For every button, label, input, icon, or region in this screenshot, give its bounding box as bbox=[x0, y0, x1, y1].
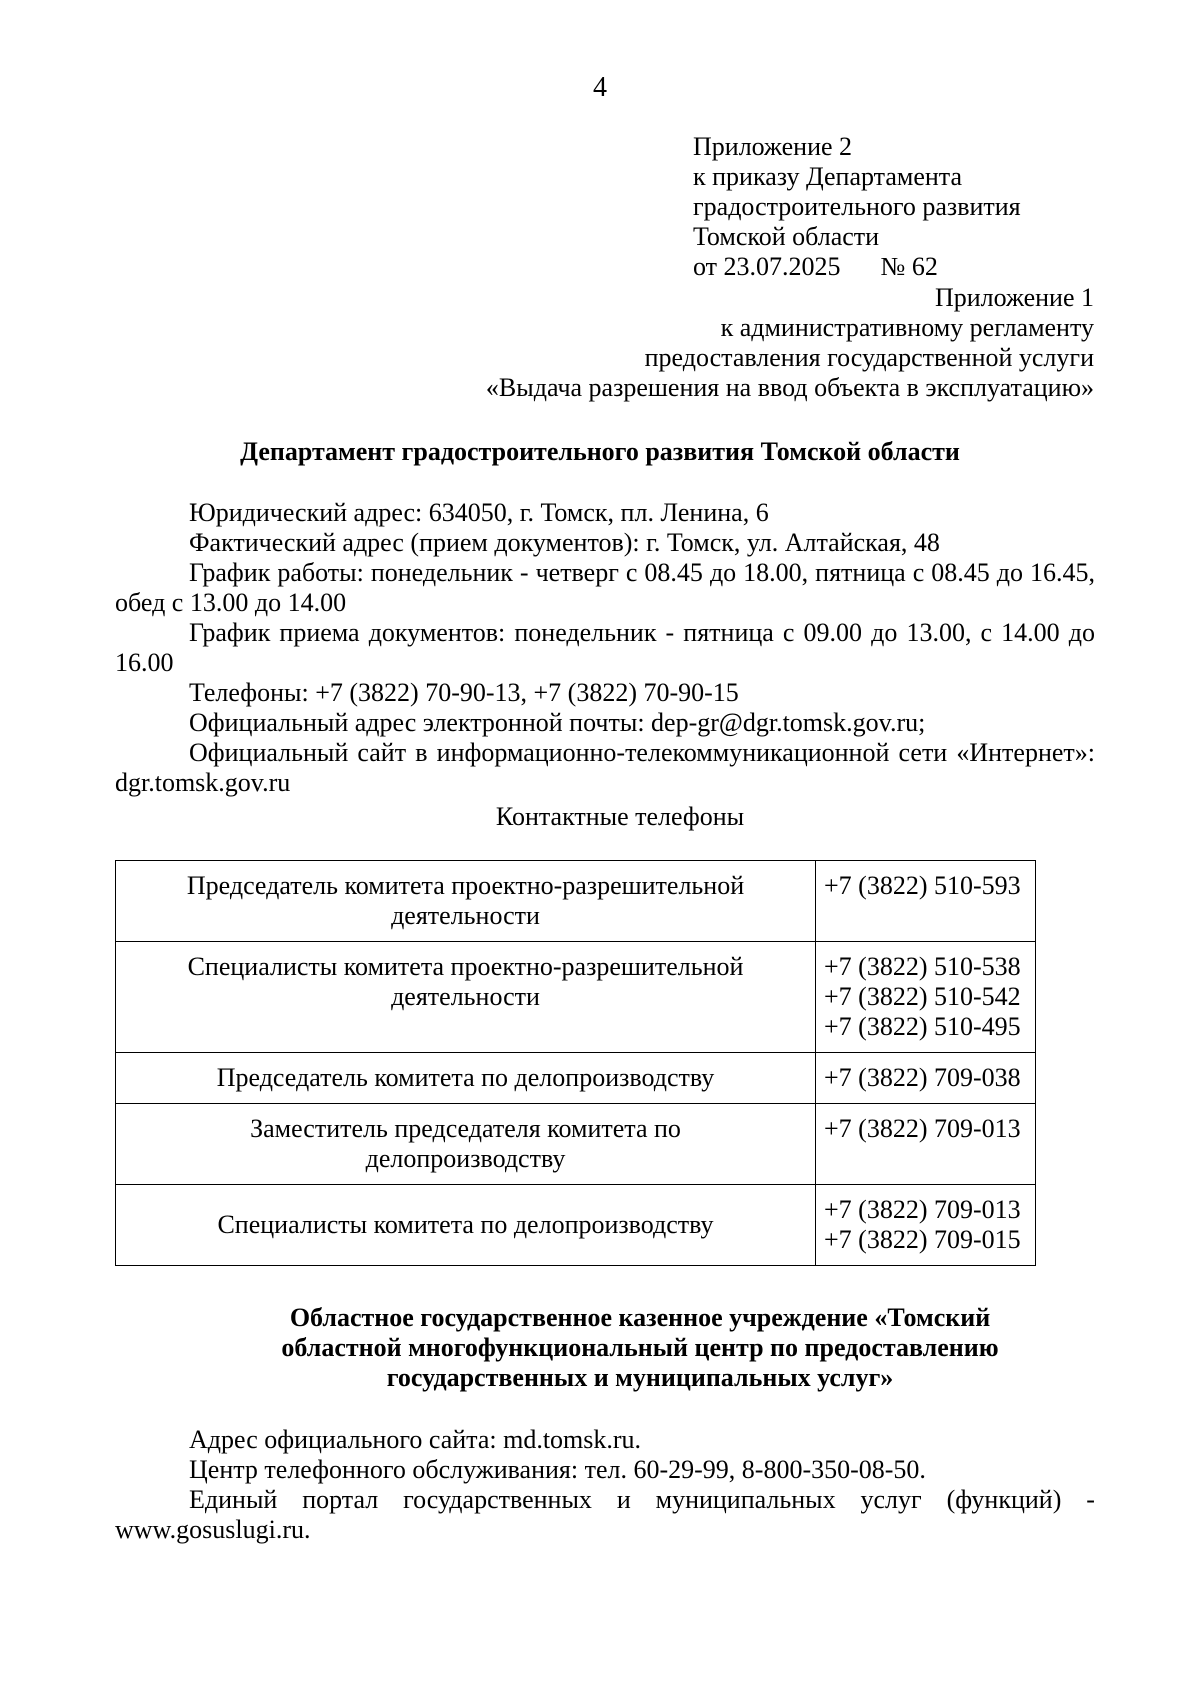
mfc-title-line: государственных и муниципальных услуг» bbox=[386, 1363, 894, 1392]
phone-table bbox=[115, 860, 1036, 1266]
phone-cell bbox=[816, 1053, 1036, 1104]
role-cell bbox=[116, 942, 816, 1053]
role-line: Председатель комитета по делопроизводству bbox=[216, 1063, 715, 1092]
table-caption: Контактные телефоны bbox=[495, 802, 745, 831]
portal-word: муниципальных bbox=[655, 1485, 836, 1514]
mfc-title bbox=[0, 1303, 1200, 1393]
table-row bbox=[116, 1053, 1036, 1104]
annex-2-line: Томской области bbox=[693, 222, 880, 251]
annex-1-line: предоставления государственной услуги bbox=[644, 343, 1094, 372]
role-line: деятельности bbox=[391, 901, 540, 930]
annex-2-line: Приложение 2 bbox=[693, 132, 853, 161]
actual-address: Фактический адрес (прием документов): г. Томск, ул. Алтайская, 48 bbox=[189, 528, 940, 557]
annex-2-line: градостроительного развития bbox=[693, 192, 1021, 221]
mfc-site: Адрес официального сайта: md.tomsk.ru. bbox=[189, 1425, 642, 1454]
mfc-info bbox=[115, 1425, 1095, 1545]
mfc-call-center: Центр телефонного обслуживания: тел. 60-29-99, 8-800-350-08-50. bbox=[189, 1455, 926, 1484]
order-date: от 23.07.2025 bbox=[693, 252, 841, 281]
phones: Телефоны: +7 (3822) 70-90-13, +7 (3822) 70-90-15 bbox=[189, 678, 739, 707]
reception-schedule: График приема документов: понедельник - пятница с 09.00 до 13.00, с 14.00 до 16.00 bbox=[115, 618, 1095, 677]
phone-cell bbox=[816, 942, 1036, 1053]
role-line: Заместитель председателя комитета по bbox=[250, 1114, 681, 1143]
phone-number: +7 (3822) 709-015 bbox=[824, 1225, 1021, 1254]
department-title: Департамент градостроительного развития Томской области bbox=[240, 437, 960, 466]
role-line: делопроизводству bbox=[365, 1144, 566, 1173]
role-cell bbox=[116, 1104, 816, 1185]
phone-cell bbox=[816, 1104, 1036, 1185]
annex-1-line: Приложение 1 bbox=[934, 283, 1094, 312]
portal-word: - bbox=[1086, 1485, 1095, 1514]
annex-2-date-line bbox=[693, 252, 1021, 282]
phone-number: +7 (3822) 709-013 bbox=[824, 1114, 1021, 1143]
role-line: Специалисты комитета по делопроизводству bbox=[217, 1210, 714, 1239]
role-cell bbox=[116, 1185, 816, 1266]
annex-1-line: к административному регламенту bbox=[720, 313, 1094, 342]
role-line: деятельности bbox=[391, 982, 540, 1011]
email: Официальный адрес электронной почты: dep-gr@dgr.tomsk.gov.ru; bbox=[189, 708, 926, 737]
portal-url: www.gosuslugi.ru. bbox=[115, 1515, 311, 1544]
department-contacts bbox=[115, 498, 1095, 798]
phone-number: +7 (3822) 709-013 bbox=[824, 1195, 1021, 1224]
phone-number: +7 (3822) 510-593 bbox=[824, 871, 1021, 900]
mfc-title-line: Областное государственное казенное учреждение «Томский bbox=[289, 1303, 991, 1332]
portal-word: услуг bbox=[860, 1485, 922, 1514]
annex-2-header bbox=[693, 132, 1021, 282]
phone-number: +7 (3822) 510-538 bbox=[824, 952, 1021, 981]
portal-word: и bbox=[616, 1485, 631, 1514]
portal-word: портал bbox=[302, 1485, 379, 1514]
role-line: Специалисты комитета проектно-разрешительной bbox=[187, 952, 744, 981]
portal-word: государственных bbox=[403, 1485, 592, 1514]
legal-address: Юридический адрес: 634050, г. Томск, пл. Ленина, 6 bbox=[189, 498, 769, 527]
portal-line bbox=[115, 1485, 1095, 1515]
role-cell bbox=[116, 861, 816, 942]
portal-word: Единый bbox=[189, 1485, 278, 1514]
annex-2-line: к приказу Департамента bbox=[693, 162, 963, 191]
portal-word: (функций) bbox=[946, 1485, 1062, 1514]
role-line: Председатель комитета проектно-разрешительной bbox=[186, 871, 745, 900]
annex-1-header bbox=[400, 283, 1094, 403]
phone-cell bbox=[816, 861, 1036, 942]
work-schedule: График работы: понедельник - четверг с 08.45 до 18.00, пятница с 08.45 до 16.45, обед с 13.00 до 14.00 bbox=[115, 558, 1095, 617]
annex-1-line: «Выдача разрешения на ввод объекта в эксплуатацию» bbox=[485, 373, 1094, 402]
table-row bbox=[116, 861, 1036, 942]
phone-number: +7 (3822) 510-542 bbox=[824, 982, 1021, 1011]
table-row bbox=[116, 942, 1036, 1053]
phone-number: +7 (3822) 510-495 bbox=[824, 1012, 1021, 1041]
table-row bbox=[116, 1104, 1036, 1185]
website: Официальный сайт в информационно-телекоммуникационной сети «Интернет»: dgr.tomsk.gov.ru bbox=[115, 738, 1095, 797]
phone-number: +7 (3822) 709-038 bbox=[824, 1063, 1021, 1092]
mfc-title-line: областной многофункциональный центр по предоставлению bbox=[281, 1333, 999, 1362]
phone-cell bbox=[816, 1185, 1036, 1266]
table-row bbox=[116, 1185, 1036, 1266]
order-number: № 62 bbox=[880, 252, 938, 281]
role-cell bbox=[116, 1053, 816, 1104]
page-number: 4 bbox=[593, 72, 607, 103]
